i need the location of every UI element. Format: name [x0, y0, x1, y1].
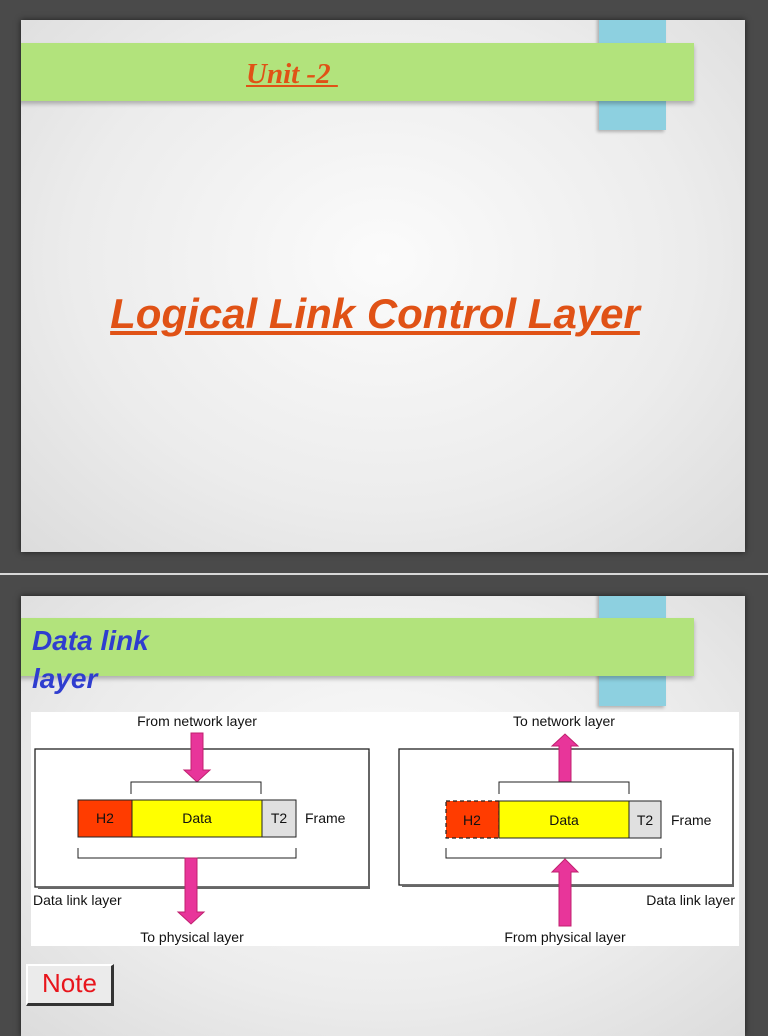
frame-diagram	[31, 712, 739, 946]
frame-label: Frame	[305, 810, 346, 826]
down-arrow-in	[184, 733, 210, 782]
slide-separator	[0, 573, 768, 575]
heading-line-2: layer	[32, 663, 98, 694]
data-label: Data	[182, 810, 212, 826]
up-arrow-in	[552, 859, 578, 926]
h2-label: H2	[463, 812, 481, 828]
t2-label: T2	[636, 812, 654, 828]
sender-side-label: Data link layer	[33, 892, 122, 908]
receiver-bottom-label: From physical layer	[504, 929, 626, 945]
slide-2	[21, 596, 745, 1036]
sender-panel	[33, 713, 370, 945]
data-label: Data	[549, 812, 579, 828]
sender-bottom-label: To physical layer	[140, 929, 244, 945]
note-button[interactable]: Note	[26, 964, 114, 1006]
receiver-panel	[399, 713, 735, 945]
t2-label: T2	[270, 810, 288, 826]
data-link-layer-figure	[31, 712, 739, 946]
frame-bracket	[78, 848, 296, 858]
frame-label: Frame	[671, 812, 712, 828]
data-bracket	[499, 782, 629, 794]
slide-1	[21, 20, 745, 552]
sender-top-label: From network layer	[137, 713, 257, 729]
receiver-top-label: To network layer	[513, 713, 615, 729]
slide-heading	[32, 622, 192, 698]
unit-title: Unit -2	[246, 58, 338, 90]
receiver-side-label: Data link layer	[646, 892, 735, 908]
data-bracket	[131, 782, 261, 794]
h2-label: H2	[96, 810, 114, 826]
down-arrow-out	[178, 858, 204, 924]
up-arrow-out	[552, 734, 578, 782]
slide-title: Logical Link Control Layer	[110, 290, 640, 337]
frame-bracket	[446, 848, 661, 858]
heading-line-1: Data link	[32, 625, 149, 656]
